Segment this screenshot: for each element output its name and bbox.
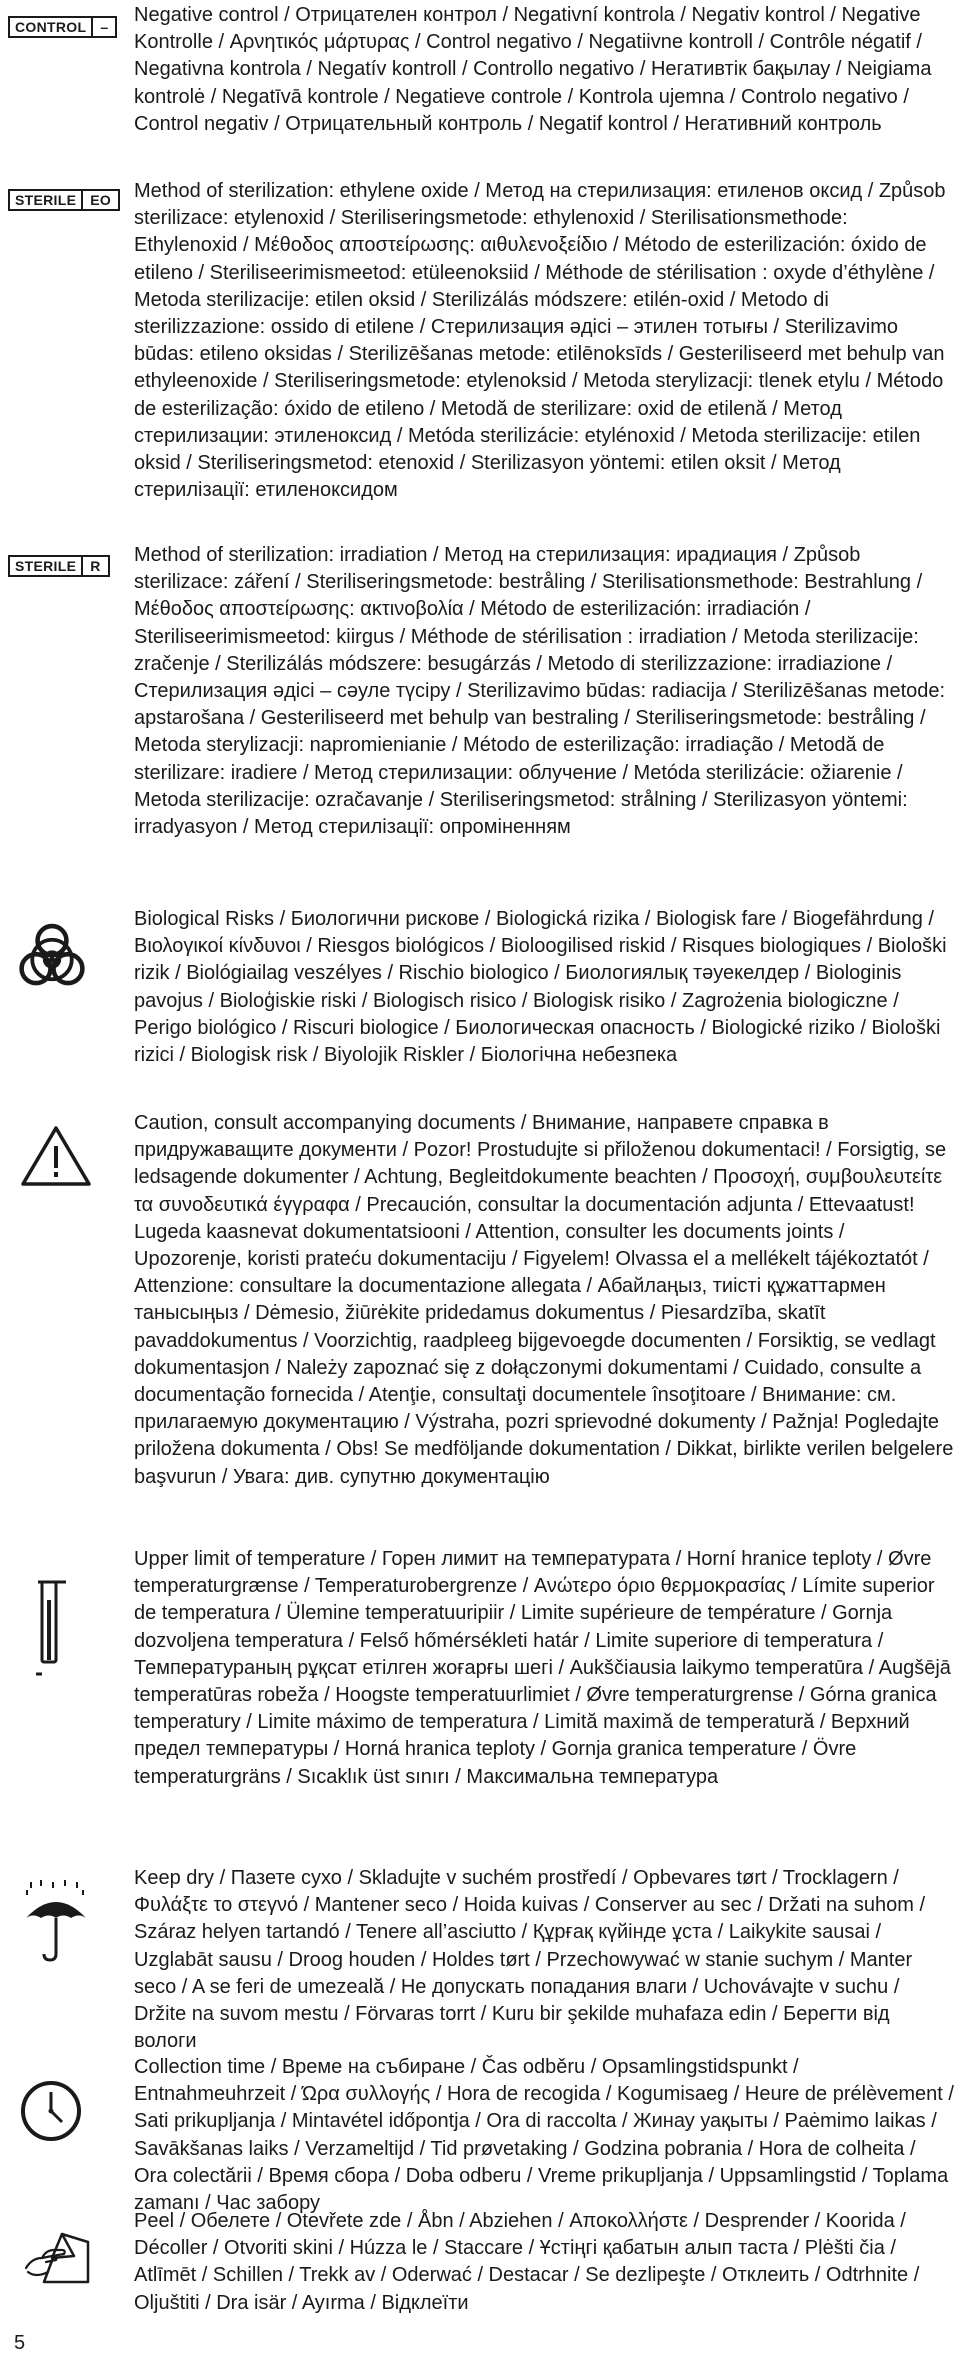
entry-description: Peel / Обелете / Otevřete zde / Åbn / Abziehen / Αποκολλήστε / Desprender / Koorida / Décoller / Otvoriti skini / Húzza le / Staccare / Ұстіңгі қабатын алып таста / Plėšti čia / Atlīmēt / Schillen / Trekk av / Oderwać / Destacar / Se dezlipeşte / Отклеить / Odtrhnite / Oljuštiti / Dra isär / Ayırma / Відклеїти <box>134 2210 920 2314</box>
badge-right-text: R <box>90 558 101 574</box>
keep-dry-umbrella-icon <box>22 1880 90 1964</box>
clock-icon <box>18 2078 84 2144</box>
badge-right-text: EO <box>90 192 112 208</box>
entry-description: Caution, consult accompanying documents / Внимание, направете справка в придружаващите документи / Pozor! Prostudujte si přiloženou dokumentaci! / Forsigtig, se ledsagende dokumenter / Achtung, Begleitdokumente beachten / Προσοχή, συμβουλευτείτε τα συνοδευτικά έγγραφα / Precaución, consultar la documentación adjunta / Ettevaatust! Lugeda kaasnevat dokumentatsiooni / Attention, consulter les documents joints / Upozorenje, koristi prateću dokumentaciju / Figyelem! Olvassa el a mellékelt tájékoztatót / Attenzione: consultare la documentazione allegata / Абайлаңыз, тиісті құжаттармен танысыңыз / Dėmesio, žiūrėkite pridedamus dokumentus / Piesardzība, skatīt pavaddokumentus / Voorzichtig, raadpleeg bijgevoegde documenten / Forsiktig, se vedlagt dokumentasjon / Należy zapoznać się z dołączonymi dokumentami / Cuidado, consulte a documentação fornecida / Atenţie, consultaţi documentele însoţitoare / Внимание: см. прилагаемую документацию / Výstraha, pozri sprievodné dokumenty / Pažnja! Pogledajte priložena dokumenta / Obs! Se medföljande dokumentation / Dikkat, birlikte verilen belgelere başvurun / Увага: див. супутню документацію <box>134 1112 954 1488</box>
page-number: 5 <box>14 2332 26 2354</box>
badge-left-text: CONTROL <box>10 18 93 36</box>
entry-description: Collection time / Време на събиране / Čas odběru / Opsamlingstidspunkt / Entnahmeuhrzeit / Ώρα συλλογής / Hora de recogida / Kogumisaeg / Heure de prélèvement / Sati prikupljanja / Mintavétel időpontja / Ora di raccolta / Жинау уақыты / Paėmimo laikas / Savākšanas laiks / Verzameltijd / Tid prøvetaking / Godzina pobrania / Hora de colheita / Ora colectării / Время сбора / Doba odberu / Vreme prikupljanja / Uppsamlingstid / Toplama zamanı / Час забору <box>134 2056 954 2215</box>
badge-left-text: STERILE <box>10 557 83 575</box>
entry-description: Keep dry / Пазете сухо / Skladujte v suchém prostředí / Opbevares tørt / Trocklagern / Φυλάξτε το στεγνό / Mantener seco / Hoida kuivas / Conserver au sec / Držati na suhom / Száraz helyen tartandó / Tenere all’asciutto / Құрғақ күйінде ұста / Laikykite sausai / Uzglabāt sausu / Droog houden / Holdes tørt / Przechowywać w stanie suchym / Manter seco / A se feri de umezeală / Не допускать попадания влаги / Uchovávajte v suchu / Držite na suvom mestu / Förvaras torrt / Kuru bir şekilde muhafaza edin / Берегти від вологи <box>134 1867 926 2053</box>
temperature-upper-limit-icon <box>32 1570 94 1680</box>
biohazard-icon <box>14 920 90 996</box>
entry-description: Method of sterilization: ethylene oxide / Метод на стерилизация: етиленов оксид / Způsob sterilizace: etylenoxid / Steriliseringsmetode: ethylenoxid / Sterilisationsmethode: Ethylenoxid / Μέθοδος αποστείρωσης: αιθυλενοξείδιο / Método de esterilización: óxido de etileno / Steriliseerimismeetod: etüleenoksiid / Méthode de stérilisation : oxyde d’éthylène / Metoda sterilizacije: etilen oksid / Sterilizálás módszere: etilén-oxid / Metodo di sterilizzazione: ossido di etilene / Стерилизация әдісі – этилен тотығы / Sterilizavimo būdas: etileno oksidas / Sterilizēšanas metode: etilēnoksīds / Gesteriliseerd met behulp van ethyleenoxide / Steriliseringsmetode: etylenoksid / Metoda sterylizacji: tlenek etylu / Método de esterilização: óxido de etileno / Metodă de sterilizare: oxid de etilenă / Метод стерилизации: этиленоксид / Metóda sterilizácie: etylénoxid / Metoda sterilizacije: etilen oksid / Steriliseringsmetod: etenoxid / Sterilizasyon yöntemi: etilen oksit / Метод стерилізації: етиленоксидом <box>134 180 946 502</box>
sterile-r-badge <box>8 555 110 577</box>
peel-hand-icon <box>22 2228 92 2288</box>
entry-description: Method of sterilization: irradiation / Метод на стерилизация: ирадиация / Způsob sterilizace: záření / Steriliseringsmetode: bestråling / Sterilisationsmethode: Bestrahlung / Μέθοδος αποστείρωσης: ακτινοβολία / Método de esterilización: irradiación / Steriliseerimismeetod: kiirgus / Méthode de stérilisation : irradiation / Metoda sterilizacije: zračenje / Sterilizálás módszere: besugárzás / Metodo di sterilizzazione: irradiazione / Стерилизация әдісі – сәуле түсіру / Sterilizavimo būdas: radiacija / Sterilizēšanas metode: apstarošana / Gesteriliseerd met behulp van bestraling / Steriliseringsmetode: bestråling / Metoda sterylizacji: napromienianie / Método de esterilização: irradiação / Metodă de sterilizare: iradiere / Метод стерилизации: облучение / Metóda sterilizácie: ožiarenie / Metoda sterilizacije: ozračavanje / Steriliseringsmetod: strålning / Sterilizasyon yöntemi: irradyasyon / Метод стерилізації: опроміненням <box>134 544 946 839</box>
badge-right-text: – <box>100 19 109 35</box>
sterile-eo-badge <box>8 189 120 211</box>
badge-left-text: STERILE <box>10 191 83 209</box>
control-negative-badge <box>8 16 117 38</box>
caution-triangle-icon <box>20 1124 92 1188</box>
entry-description: Negative control / Отрицателен контрол / Negativní kontrola / Negativ kontrol / Negative Kontrolle / Αρνητικός μάρτυρας / Control negativo / Negatiivne kontroll / Contrôle négatif / Negativna kontrola / Negatív kontroll / Controllo negativo / Негативтік бақылау / Neigiama kontrolė / Negatīvā kontrole / Negatieve controle / Kontrola ujemna / Controlo negativo / Control negativ / Отрицательный контроль / Negatif kontrol / Негативний контроль <box>134 4 932 135</box>
entry-description: Upper limit of temperature / Горен лимит на температурата / Horní hranice teploty / Øvre temperaturgrænse / Temperaturobergrenze / Ανώτερο όριο θερμοκρασίας / Límite superior de temperatura / Ülemine temperatuuripiir / Limite supérieure de température / Gornja dozvoljena temperatura / Felső hőmérsékleti határ / Limite superiore di temperatura / Температураның рұқсат етілген жоғарғы шегі / Aukščiausia laikymo temperatūra / Augšējā temperatūras robeža / Hoogste temperatuurlimiet / Øvre temperaturgrense / Górna granica temperatury / Limite máximo de temperatura / Limită maximă de temperatură / Верхний предел температуры / Horná hranica teploty / Gornja granica temperature / Övre temperaturgräns / Sıcaklık üst sınırı / Максимальна температура <box>134 1548 951 1788</box>
entry-description: Biological Risks / Биологични рискове / Biologická rizika / Biologisk fare / Biogefährdung / Βιολογικοί κίνδυνοι / Riesgos biológicos / Bioloogilised riskid / Risques biologiques / Biološki rizik / Biológiailag veszélyes / Rischio biologico / Биологиялық тәуекелдер / Biologinis pavojus / Bioloģiskie riski / Biologisch risico / Biologisk risiko / Zagrożenia biologiczne / Perigo biológico / Riscuri biologice / Биологическая опасность / Biologické riziko / Biološki rizici / Biologisk risk / Biyolojik Riskler / Біологічна небезпека <box>134 908 947 1067</box>
